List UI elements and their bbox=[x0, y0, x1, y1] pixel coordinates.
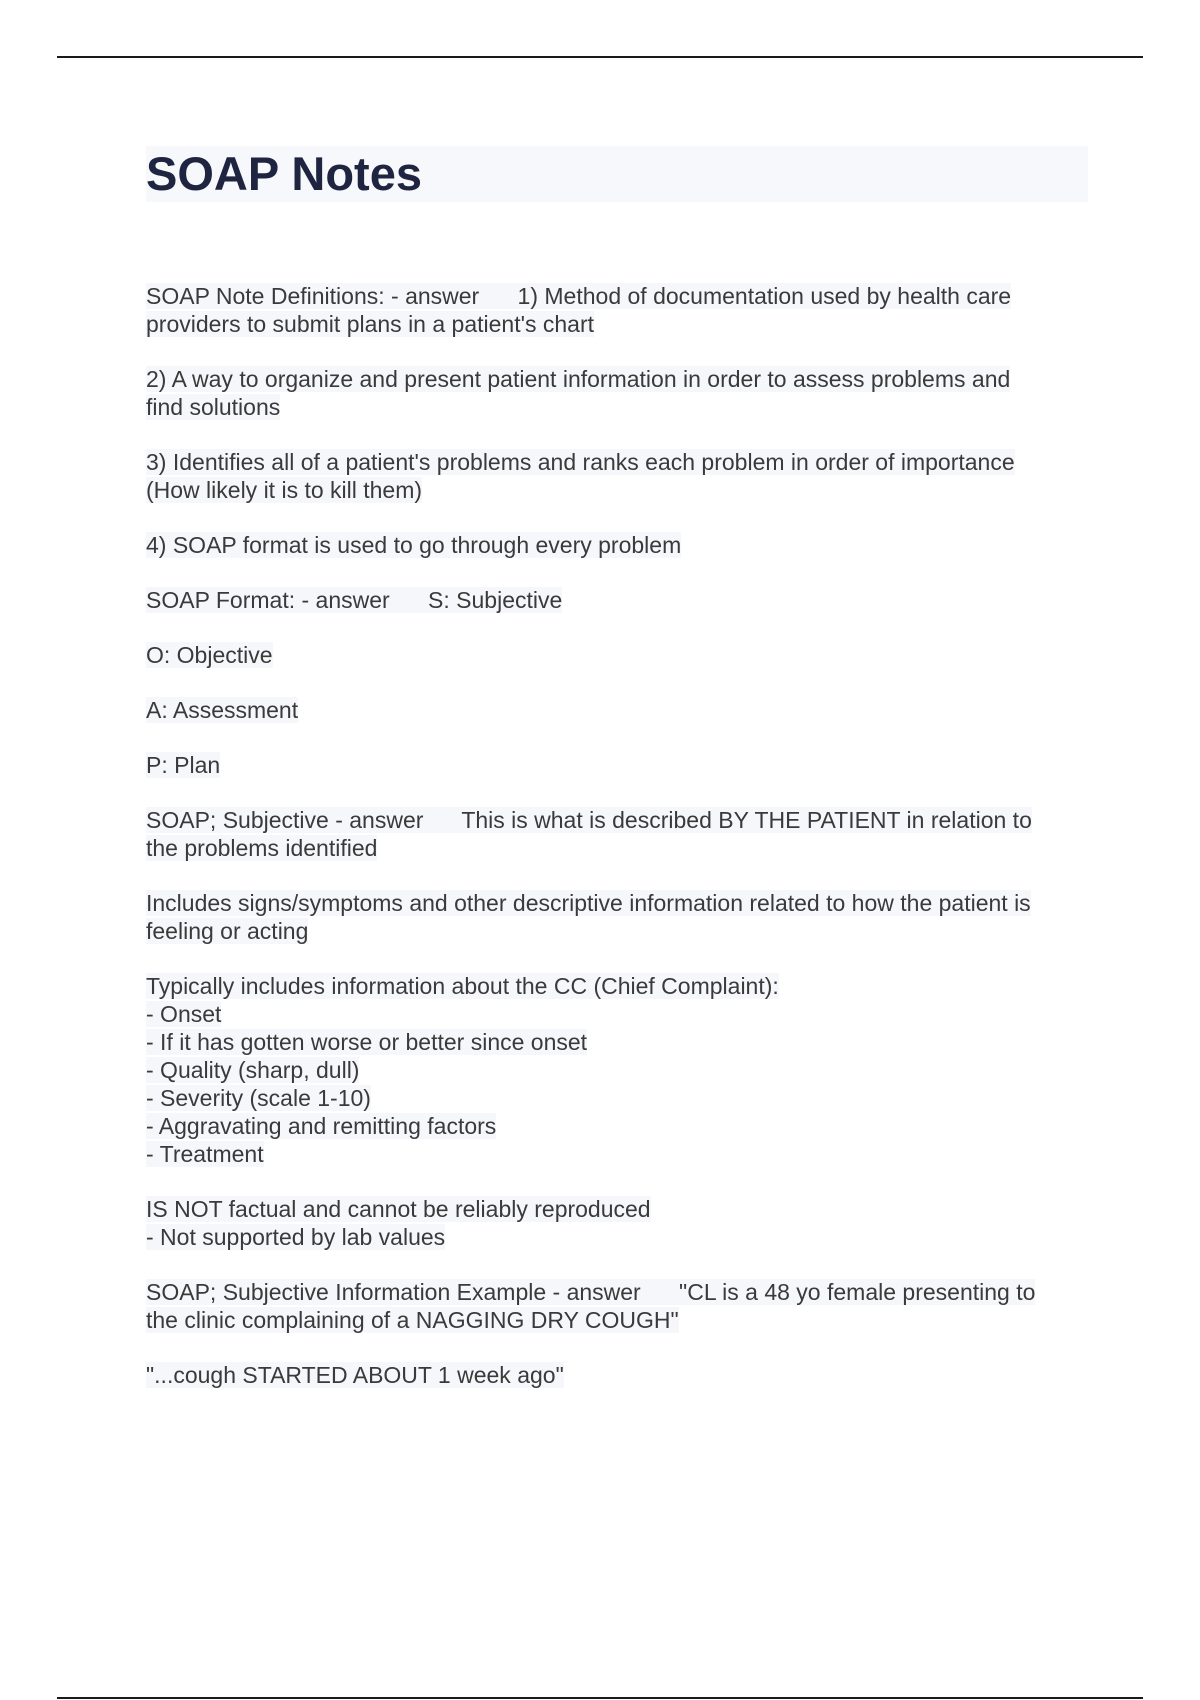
note-line bbox=[146, 972, 1088, 1000]
note-line bbox=[146, 1223, 1088, 1251]
note-line-text: 4) SOAP format is used to go through every problem bbox=[146, 532, 682, 558]
note-paragraph bbox=[146, 806, 1088, 862]
note-line-text: "...cough STARTED ABOUT 1 week ago" bbox=[146, 1362, 564, 1388]
note-line bbox=[146, 531, 1088, 559]
note-line-text: - Aggravating and remitting factors bbox=[146, 1113, 497, 1139]
note-paragraph bbox=[146, 1195, 1088, 1251]
note-line-text: A: Assessment bbox=[146, 697, 299, 723]
note-paragraph bbox=[146, 365, 1088, 421]
note-line bbox=[146, 1000, 1088, 1028]
note-line-text: - Not supported by lab values bbox=[146, 1224, 446, 1250]
footer-rule bbox=[57, 1697, 1143, 1699]
note-paragraph bbox=[146, 972, 1088, 1168]
note-line bbox=[146, 806, 1088, 834]
note-line-text: the problems identified bbox=[146, 835, 378, 861]
note-paragraph bbox=[146, 696, 1088, 724]
note-line-text: the clinic complaining of a NAGGING DRY COUGH" bbox=[146, 1307, 679, 1333]
note-line bbox=[146, 917, 1088, 945]
note-paragraph bbox=[146, 531, 1088, 559]
note-line bbox=[146, 1112, 1088, 1140]
note-line bbox=[146, 586, 1088, 614]
note-line-text: SOAP Format: - answer S: Subjective bbox=[146, 587, 563, 613]
note-line-text: feeling or acting bbox=[146, 918, 309, 944]
note-paragraph bbox=[146, 1278, 1088, 1334]
header-rule bbox=[57, 56, 1143, 58]
note-paragraph bbox=[146, 1361, 1088, 1389]
note-line-text: - If it has gotten worse or better since onset bbox=[146, 1029, 588, 1055]
note-line-text: O: Objective bbox=[146, 642, 273, 668]
note-line bbox=[146, 476, 1088, 504]
note-paragraph bbox=[146, 889, 1088, 945]
note-line bbox=[146, 751, 1088, 779]
note-line-text: - Treatment bbox=[146, 1141, 264, 1167]
note-line-text: 2) A way to organize and present patient information in order to assess problems and bbox=[146, 366, 1011, 392]
note-line-text: P: Plan bbox=[146, 752, 221, 778]
note-paragraph bbox=[146, 586, 1088, 614]
note-line bbox=[146, 1028, 1088, 1056]
note-line-text: 3) Identifies all of a patient's problems and ranks each problem in order of importance bbox=[146, 449, 1015, 475]
note-paragraph bbox=[146, 448, 1088, 504]
note-line bbox=[146, 282, 1088, 310]
note-line bbox=[146, 641, 1088, 669]
note-line bbox=[146, 1084, 1088, 1112]
note-line-text: SOAP; Subjective Information Example - answer "CL is a 48 yo female presenting to bbox=[146, 1279, 1036, 1305]
note-line bbox=[146, 1361, 1088, 1389]
note-line bbox=[146, 834, 1088, 862]
note-line-text: IS NOT factual and cannot be reliably reproduced bbox=[146, 1196, 651, 1222]
note-line bbox=[146, 1056, 1088, 1084]
document-body bbox=[146, 146, 1088, 1416]
note-line bbox=[146, 310, 1088, 338]
note-line-text: SOAP Note Definitions: - answer 1) Method of documentation used by health care bbox=[146, 283, 1012, 309]
note-line-text: - Quality (sharp, dull) bbox=[146, 1057, 360, 1083]
note-paragraph bbox=[146, 282, 1088, 338]
entry-list bbox=[146, 282, 1088, 1389]
note-line-text: Typically includes information about the CC (Chief Complaint): bbox=[146, 973, 779, 999]
note-line bbox=[146, 393, 1088, 421]
note-line bbox=[146, 448, 1088, 476]
note-line-text: - Onset bbox=[146, 1001, 222, 1027]
note-line bbox=[146, 1306, 1088, 1334]
note-line-text: Includes signs/symptoms and other descriptive information related to how the patient is bbox=[146, 890, 1031, 916]
note-line-text: - Severity (scale 1-10) bbox=[146, 1085, 371, 1111]
note-line bbox=[146, 889, 1088, 917]
note-line bbox=[146, 365, 1088, 393]
note-line-text: providers to submit plans in a patient's chart bbox=[146, 311, 595, 337]
note-line bbox=[146, 1195, 1088, 1223]
note-line bbox=[146, 696, 1088, 724]
note-line-text: (How likely it is to kill them) bbox=[146, 477, 423, 503]
note-line-text: SOAP; Subjective - answer This is what is described BY THE PATIENT in relation to bbox=[146, 807, 1032, 833]
note-line-text: find solutions bbox=[146, 394, 281, 420]
note-paragraph bbox=[146, 751, 1088, 779]
note-line bbox=[146, 1140, 1088, 1168]
note-line bbox=[146, 1278, 1088, 1306]
note-paragraph bbox=[146, 641, 1088, 669]
document-title: SOAP Notes bbox=[146, 146, 1088, 202]
